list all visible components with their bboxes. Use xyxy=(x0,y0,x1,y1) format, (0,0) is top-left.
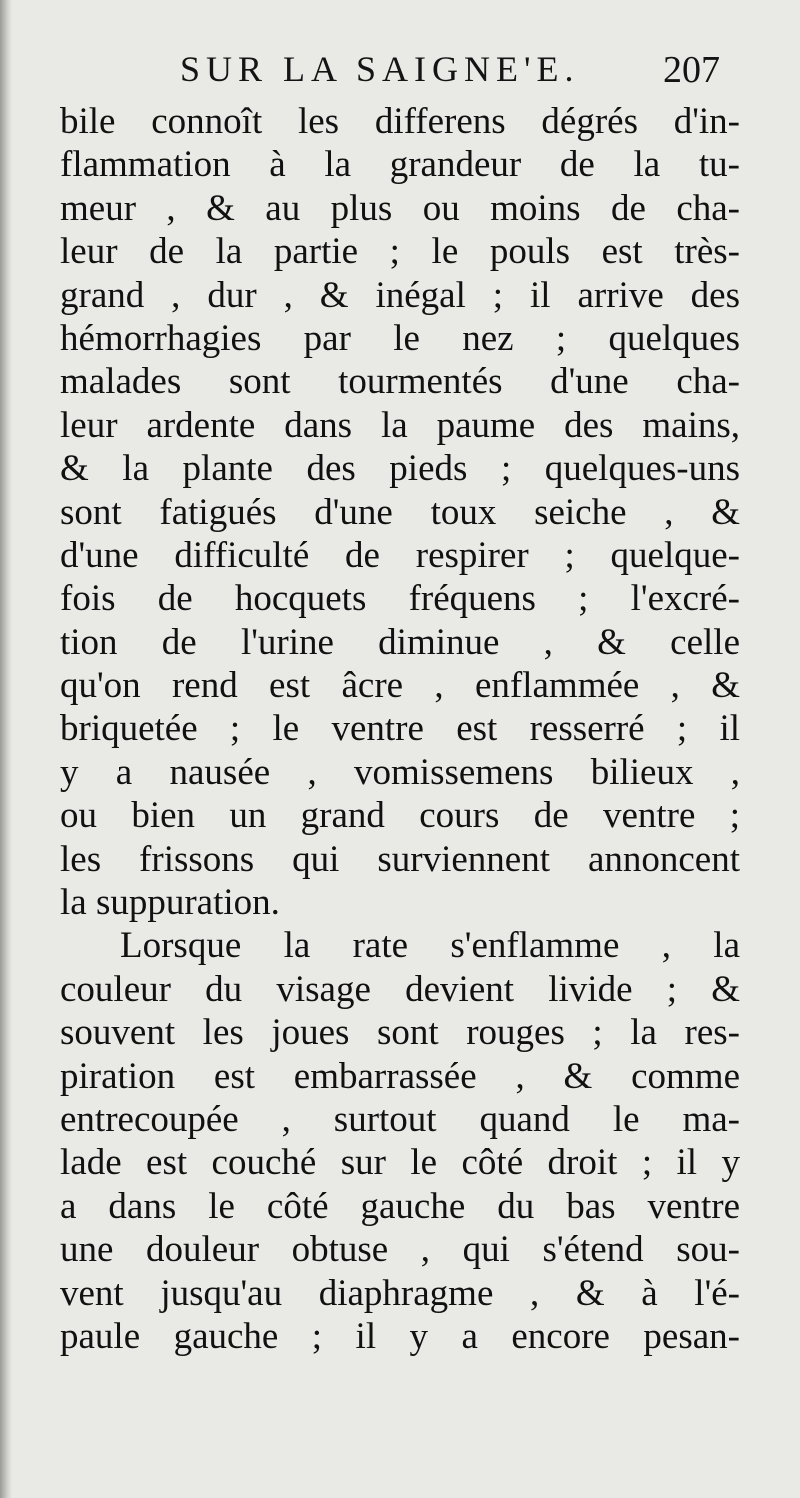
text-line: les frissons qui surviennent annoncent xyxy=(60,838,740,880)
text-line: souvent les joues sont rouges ; la res- xyxy=(60,1012,740,1054)
text-line: meur , & au plus ou moins de cha- xyxy=(60,187,740,229)
text-line: fois de hocquets fréquens ; l'excré- xyxy=(60,578,740,620)
text-line: grand , dur , & inégal ; il arrive des xyxy=(60,274,740,316)
text-line: sont fatigués d'une toux seiche , & xyxy=(60,491,740,533)
text-line: leur de la partie ; le pouls est très- xyxy=(60,231,740,273)
text-line: & la plante des pieds ; quelques-uns xyxy=(60,448,740,490)
text-line: tion de l'urine diminue , & celle xyxy=(60,621,740,663)
text-line: a dans le côté gauche du bas ventre xyxy=(60,1185,740,1227)
text-line: ou bien un grand cours de ventre ; xyxy=(60,795,740,837)
text-line: vent jusqu'au diaphragme , & à l'é- xyxy=(60,1272,740,1314)
running-head-title: SUR LA SAIGNE'E. xyxy=(180,49,580,89)
text-line: hémorrhagies par le nez ; quelques xyxy=(60,317,740,359)
page-number: 207 xyxy=(663,49,720,91)
paragraph xyxy=(60,924,740,1358)
text-line: bile connoît les differens dégrés d'in- xyxy=(60,101,740,142)
text-line: lade est couché sur le côté droit ; il y xyxy=(60,1142,740,1184)
text-line: d'une difficulté de respirer ; quelque- xyxy=(60,534,740,576)
running-head xyxy=(180,48,720,98)
text-line: y a nausée , vomissemens bilieux , xyxy=(60,751,740,793)
text-line: paule gauche ; il y a encore pesan- xyxy=(60,1315,740,1357)
text-line: Lorsque la rate s'enflamme , la xyxy=(120,925,740,967)
text-line: entrecoupée , surtout quand le ma- xyxy=(60,1098,740,1140)
paragraph xyxy=(60,100,740,924)
text-line: leur ardente dans la paume des mains, xyxy=(60,404,740,446)
text-line: briquetée ; le ventre est resserré ; il xyxy=(60,708,740,750)
text-line: une douleur obtuse , qui s'étend sou- xyxy=(60,1229,740,1271)
text-line: flammation à la grandeur de la tu- xyxy=(60,144,740,186)
text-line: qu'on rend est âcre , enflammée , & xyxy=(60,665,740,707)
text-line: piration est embarrassée , & comme xyxy=(60,1055,740,1097)
page-gutter-shadow xyxy=(0,0,12,1498)
text-line: couleur du visage devient livide ; & xyxy=(60,968,740,1010)
text-line: la suppuration. xyxy=(60,882,280,924)
text-line: malades sont tourmentés d'une cha- xyxy=(60,361,740,403)
body-text xyxy=(60,100,740,1358)
